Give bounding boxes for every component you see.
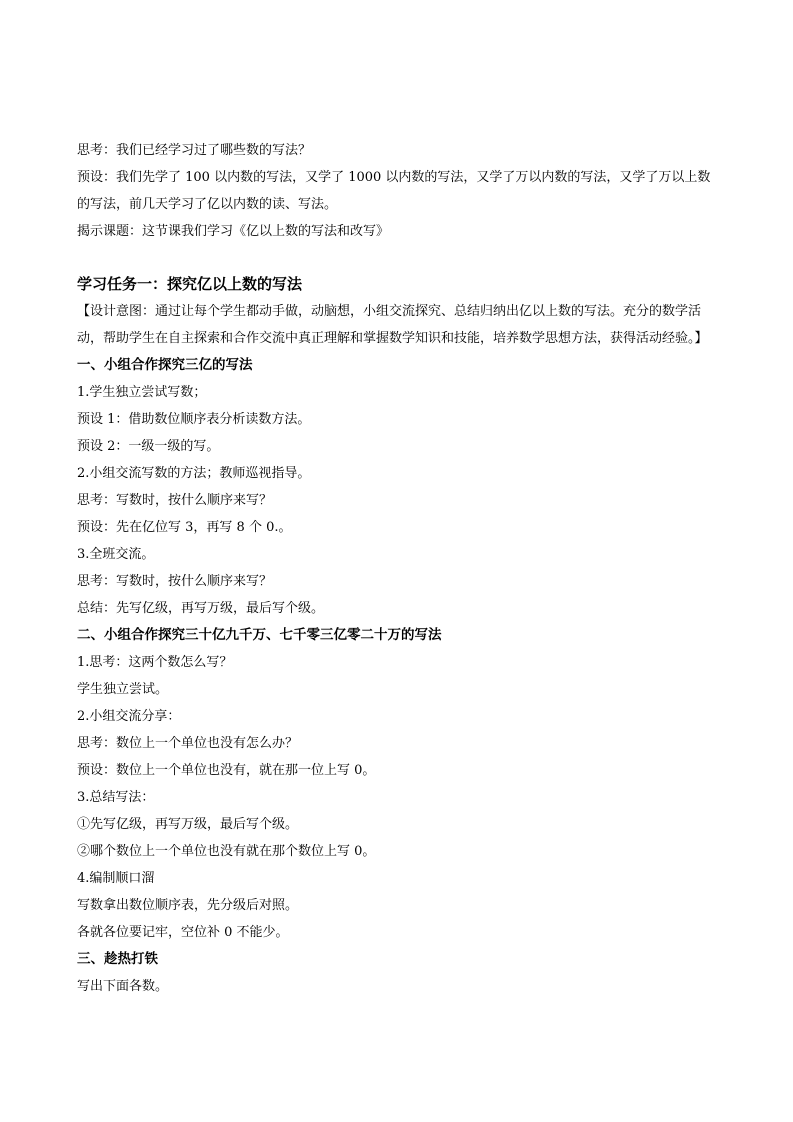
section2-line: 学生独立尝试。 [77,682,169,697]
section2-line: 1.思考：这两个数怎么写？ [77,655,233,670]
section2-heading: 二、小组合作探究三十亿九千万、七千零三亿零二十万的写法 [77,627,442,643]
task-title: 学习任务一：探究亿以上数的写法 [77,275,303,293]
section1-line: 2.小组交流写数的方法；教师巡视指导。 [77,466,311,481]
section2-line: ①先写亿级，再写万级，最后写个级。 [77,817,299,832]
section1-line: 预设 2：一级一级的写。 [77,439,220,454]
section2-line: 写数拿出数位顺序表，先分级后对照。 [77,898,299,913]
section1-line: 思考：写数时，按什么顺序来写？ [77,493,273,508]
design-intent: 【设计意图：通过让每个学生都动手做，动脑想，小组交流探究、总结归纳出亿以上数的写法。充分的数学活动，帮助学生在自主探索和合作交流中真正理解和掌握数学知识和技能，培养数学思想方法，获得活动经验。】 [77,304,708,346]
section1-line: 预设：先在亿位写 3，再写 8 个 0.。 [77,520,292,535]
section2-line: 2.小组交流分享： [77,709,181,724]
section1-line: 预设 1：借助数位顺序表分析读数方法。 [77,412,311,427]
section2-line: 3.总结写法： [77,790,155,805]
section1-line: 1.学生独立尝试写数； [77,385,207,400]
section1-line: 思考：写数时，按什么顺序来写？ [77,574,273,589]
section1-heading: 一、小组合作探究三亿的写法 [77,357,253,373]
section3-line: 写出下面各数。 [77,979,169,994]
section2-line: 预设：数位上一个单位也没有，就在那一位上写 0。 [77,763,376,778]
section2-line: ②哪个数位上一个单位也没有就在那个数位上写 0。 [77,844,376,859]
section1-line: 3.全班交流。 [77,547,155,562]
section3-heading: 三、趁热打铁 [77,951,158,967]
intro-question: 思考：我们已经学习过了哪些数的写法？ [77,143,312,158]
intro-preset: 预设：我们先学了 100 以内数的写法，又学了 1000 以内数的写法，又学了万以内数的写法，又学了万以上数的写法，前几天学习了亿以内数的读、写法。 [77,170,711,212]
section2-line: 各就各位要记牢，空位补 0 不能少。 [77,925,289,940]
intro-topic: 揭示课题：这节课我们学习《亿以上数的写法和改写》 [77,224,390,239]
section2-line: 4.编制顺口溜 [77,871,155,886]
section1-line: 总结：先写亿级，再写万级，最后写个级。 [77,601,325,616]
section2-line: 思考：数位上一个单位也没有怎么办？ [77,736,299,751]
